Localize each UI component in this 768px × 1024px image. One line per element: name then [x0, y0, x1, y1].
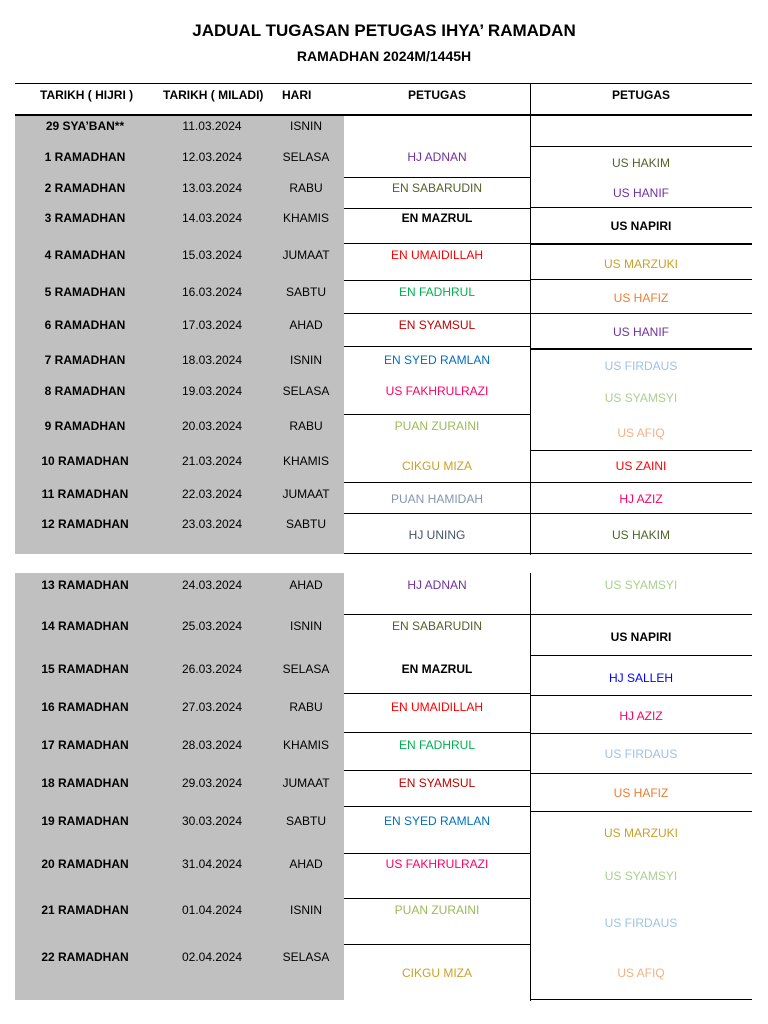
document-title: JADUAL TUGASAN PETUGAS IHYA’ RAMADAN — [192, 21, 576, 40]
petugas-1-row-rule — [344, 414, 531, 415]
tarikh-hijri-cell: 10 RAMADHAN — [41, 454, 129, 468]
tarikh-hijri-cell: 22 RAMADHAN — [41, 950, 129, 964]
tarikh-hijri-cell: 1 RAMADHAN — [44, 150, 126, 164]
petugas-1-cell: EN SYED RAMLAN — [383, 814, 491, 828]
petugas-2-cell: HJ AZIZ — [619, 492, 663, 506]
hari-cell: SELASA — [282, 950, 330, 964]
hari-cell: KHAMIS — [282, 738, 329, 752]
petugas-1-cell: EN SABARUDIN — [391, 619, 483, 633]
block-end-rule — [344, 553, 531, 554]
hari-cell: JUMAAT — [282, 248, 330, 262]
header-tarikh-hijri: TARIKH ( HIJRI ) — [40, 88, 134, 102]
tarikh-hijri-cell: 12 RAMADHAN — [41, 517, 129, 531]
petugas-1-cell: EN FADHRUL — [398, 285, 475, 299]
hari-cell: SABTU — [285, 285, 326, 299]
petugas-1-row-rule — [344, 177, 531, 178]
tarikh-miladi-cell: 23.03.2024 — [181, 517, 243, 531]
petugas-2-cell: US MARZUKI — [603, 257, 678, 271]
petugas-1-cell: EN FADHRUL — [398, 738, 475, 752]
petugas-2-cell: US NAPIRI — [610, 219, 672, 233]
hari-cell: SELASA — [282, 150, 330, 164]
petugas-1-row-rule — [344, 243, 531, 244]
hari-cell: ISNIN — [289, 353, 322, 367]
tarikh-miladi-cell: 15.03.2024 — [181, 248, 243, 262]
petugas-1-cell: EN UMAIDILLAH — [390, 248, 484, 262]
tarikh-miladi-cell: 12.03.2024 — [181, 150, 243, 164]
petugas-1-row-rule — [344, 313, 531, 314]
petugas-1-cell: EN SYED RAMLAN — [383, 353, 491, 367]
petugas-1-cell: PUAN HAMIDAH — [390, 492, 483, 506]
petugas-1-cell: HJ ADNAN — [407, 150, 467, 164]
tarikh-miladi-cell: 14.03.2024 — [181, 211, 243, 225]
petugas-2-row-rule — [531, 146, 752, 147]
petugas-1-cell: EN SYAMSUL — [398, 776, 476, 790]
tarikh-miladi-cell: 19.03.2024 — [181, 384, 243, 398]
petugas-2-cell: US HANIF — [612, 186, 669, 200]
tarikh-hijri-cell: 15 RAMADHAN — [41, 662, 129, 676]
tarikh-hijri-cell: 4 RAMADHAN — [44, 248, 126, 262]
petugas-2-cell: US AFIQ — [617, 966, 665, 980]
petugas-2-row-rule — [531, 553, 752, 554]
tarikh-miladi-cell: 21.03.2024 — [181, 454, 243, 468]
petugas-1-row-rule — [344, 732, 531, 733]
petugas-1-cell: EN MAZRUL — [401, 211, 473, 225]
tarikh-miladi-cell: 28.03.2024 — [181, 738, 243, 752]
petugas-2-cell: US FIRDAUS — [604, 747, 678, 761]
tarikh-hijri-cell: 29 SYA’BAN** — [45, 119, 125, 133]
hari-cell: KHAMIS — [282, 211, 329, 225]
tarikh-miladi-cell: 16.03.2024 — [181, 285, 243, 299]
tarikh-miladi-cell: 29.03.2024 — [181, 776, 243, 790]
header-hari: HARI — [282, 88, 312, 102]
petugas-2-cell: HJ SALLEH — [608, 671, 674, 685]
petugas-2-cell: US AFIQ — [617, 426, 665, 440]
petugas-1-cell: CIKGU MIZA — [401, 966, 472, 980]
header-petugas-2: PETUGAS — [611, 88, 670, 102]
petugas-2-row-rule — [531, 207, 752, 208]
column-divider — [530, 115, 531, 555]
column-divider — [530, 573, 531, 1001]
petugas-2-row-rule — [531, 279, 752, 280]
petugas-2-row-rule — [531, 695, 752, 696]
petugas-1-row-rule — [344, 770, 531, 771]
petugas-1-row-rule — [344, 280, 531, 281]
section-rule — [531, 243, 752, 245]
petugas-2-cell: US ZAINI — [615, 459, 667, 473]
document-subtitle: RAMADHAN 2024M/1445H — [296, 48, 472, 64]
tarikh-miladi-cell: 01.04.2024 — [181, 903, 243, 917]
tarikh-miladi-cell: 22.03.2024 — [181, 487, 243, 501]
petugas-2-row-rule — [531, 773, 752, 774]
tarikh-hijri-cell: 5 RAMADHAN — [44, 285, 126, 299]
petugas-2-row-rule — [531, 811, 752, 812]
hari-cell: JUMAAT — [282, 776, 330, 790]
header-tarikh-miladi: TARIKH ( MILADI) — [163, 88, 264, 102]
hari-cell: AHAD — [289, 578, 323, 592]
petugas-2-cell: HJ AZIZ — [619, 709, 663, 723]
petugas-2-cell: US HAFIZ — [613, 291, 669, 305]
petugas-2-row-rule — [531, 482, 752, 483]
petugas-1-cell: US FAKHRULRAZI — [385, 384, 489, 398]
hari-cell: KHAMIS — [282, 454, 329, 468]
petugas-2-row-rule — [531, 614, 752, 615]
tarikh-miladi-cell: 20.03.2024 — [181, 419, 243, 433]
petugas-1-row-rule — [344, 513, 531, 514]
petugas-2-cell: US MARZUKI — [603, 826, 678, 840]
hari-cell: AHAD — [289, 857, 323, 871]
tarikh-hijri-cell: 3 RAMADHAN — [44, 211, 126, 225]
tarikh-hijri-cell: 6 RAMADHAN — [44, 318, 126, 332]
petugas-1-cell: EN SABARUDIN — [391, 181, 483, 195]
tarikh-hijri-cell: 17 RAMADHAN — [41, 738, 129, 752]
tarikh-miladi-cell: 13.03.2024 — [181, 181, 243, 195]
hari-cell: ISNIN — [289, 903, 322, 917]
petugas-1-row-rule — [344, 482, 531, 483]
petugas-2-row-rule — [531, 999, 752, 1000]
petugas-1-cell: HJ UNING — [408, 528, 466, 542]
tarikh-hijri-cell: 21 RAMADHAN — [41, 903, 129, 917]
tarikh-hijri-cell: 9 RAMADHAN — [44, 419, 126, 433]
petugas-1-cell: PUAN ZURAINI — [394, 903, 480, 917]
hari-cell: ISNIN — [289, 119, 322, 133]
petugas-2-cell: US FIRDAUS — [604, 359, 678, 373]
petugas-2-cell: US HAKIM — [611, 528, 670, 542]
tarikh-miladi-cell: 30.03.2024 — [181, 814, 243, 828]
hari-cell: SABTU — [285, 814, 326, 828]
tarikh-miladi-cell: 24.03.2024 — [181, 578, 243, 592]
tarikh-hijri-cell: 8 RAMADHAN — [44, 384, 126, 398]
hari-cell: ISNIN — [289, 619, 322, 633]
petugas-1-row-rule — [344, 208, 531, 209]
petugas-2-row-rule — [531, 513, 752, 514]
hari-cell: SELASA — [282, 384, 330, 398]
tarikh-miladi-cell: 02.04.2024 — [181, 950, 243, 964]
tarikh-miladi-cell: 11.03.2024 — [182, 119, 242, 133]
petugas-1-cell: EN SYAMSUL — [398, 318, 476, 332]
tarikh-hijri-cell: 2 RAMADHAN — [44, 181, 126, 195]
petugas-1-row-rule — [344, 898, 531, 899]
header-top-rule — [15, 83, 752, 84]
tarikh-hijri-cell: 19 RAMADHAN — [41, 814, 129, 828]
petugas-1-cell: PUAN ZURAINI — [394, 419, 480, 433]
hari-cell: JUMAAT — [282, 487, 330, 501]
petugas-1-cell: CIKGU MIZA — [401, 459, 472, 473]
tarikh-hijri-cell: 18 RAMADHAN — [41, 776, 129, 790]
petugas-2-row-rule — [531, 450, 752, 451]
petugas-2-cell: US SYAMSYI — [604, 391, 678, 405]
petugas-2-row-rule — [531, 655, 752, 656]
tarikh-hijri-cell: 13 RAMADHAN — [41, 578, 129, 592]
tarikh-miladi-cell: 31.04.2024 — [181, 857, 243, 871]
hari-cell: SABTU — [285, 517, 326, 531]
tarikh-hijri-cell: 16 RAMADHAN — [41, 700, 129, 714]
petugas-1-cell: EN MAZRUL — [401, 662, 473, 676]
tarikh-miladi-cell: 18.03.2024 — [181, 353, 243, 367]
hari-cell: AHAD — [289, 318, 323, 332]
petugas-1-cell: EN UMAIDILLAH — [390, 700, 484, 714]
hari-cell: RABU — [289, 181, 323, 195]
tarikh-miladi-cell: 27.03.2024 — [181, 700, 243, 714]
petugas-2-row-rule — [531, 313, 752, 314]
petugas-2-cell: US FIRDAUS — [604, 916, 678, 930]
tarikh-miladi-cell: 25.03.2024 — [181, 619, 243, 633]
petugas-2-cell: US HANIF — [612, 325, 669, 339]
hari-cell: SELASA — [282, 662, 330, 676]
hari-cell: RABU — [289, 419, 323, 433]
petugas-2-cell: US HAFIZ — [613, 786, 669, 800]
tarikh-miladi-cell: 26.03.2024 — [181, 662, 243, 676]
header-divider — [530, 83, 531, 115]
tarikh-hijri-cell: 11 RAMADHAN — [41, 487, 129, 501]
petugas-2-cell: US HAKIM — [611, 156, 670, 170]
petugas-1-row-rule — [344, 853, 531, 854]
petugas-1-cell: US FAKHRULRAZI — [385, 857, 489, 871]
petugas-2-cell: US NAPIRI — [610, 630, 672, 644]
tarikh-hijri-cell: 7 RAMADHAN — [44, 353, 126, 367]
petugas-1-row-rule — [344, 614, 531, 615]
tarikh-hijri-cell: 20 RAMADHAN — [41, 857, 129, 871]
tarikh-miladi-cell: 17.03.2024 — [181, 318, 243, 332]
petugas-2-cell: US SYAMSYI — [604, 869, 678, 883]
petugas-2-row-rule — [531, 733, 752, 734]
hari-cell: RABU — [289, 700, 323, 714]
petugas-1-row-rule — [344, 346, 531, 347]
petugas-1-row-rule — [344, 806, 531, 807]
petugas-1-row-rule — [344, 693, 531, 694]
tarikh-hijri-cell: 14 RAMADHAN — [41, 619, 129, 633]
petugas-2-cell: US SYAMSYI — [604, 578, 678, 592]
header-petugas-1: PETUGAS — [407, 88, 466, 102]
petugas-1-row-rule — [344, 944, 531, 945]
petugas-1-cell: HJ ADNAN — [407, 578, 467, 592]
section-rule — [531, 348, 752, 350]
